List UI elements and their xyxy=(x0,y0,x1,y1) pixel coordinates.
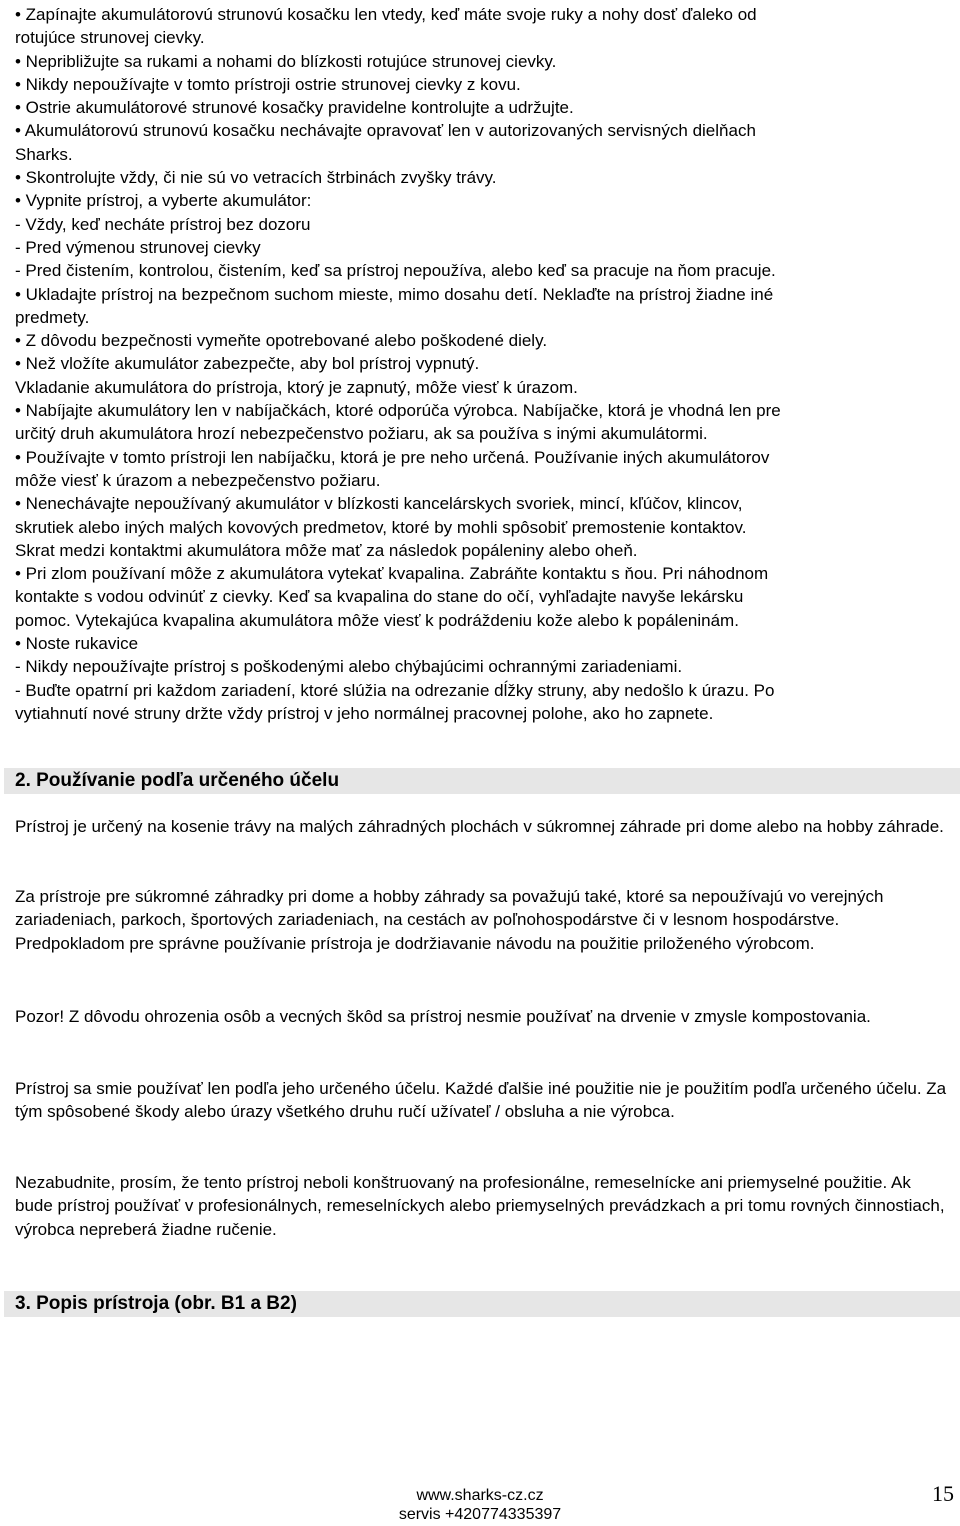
instruction-line: skrutiek alebo iných malých kovových predmetov, ktoré by mohli spôsobiť premostenie kontaktov. xyxy=(15,517,747,537)
page-number: 15 xyxy=(932,1481,954,1506)
instruction-line: vytiahnutí nové struny držte vždy prístroj v jeho normálnej pracovnej polohe, ako ho zapnete. xyxy=(15,703,714,723)
section-3-heading: 3. Popis prístroja (obr. B1 a B2) xyxy=(15,1293,297,1314)
instruction-line: môže viesť k úrazom a nebezpečenstvo požiaru. xyxy=(15,470,381,490)
instruction-line: Sharks. xyxy=(15,144,73,164)
instruction-line: - Buďte opatrní pri každom zariadení, ktoré slúžia na odrezanie dĺžky struny, aby nedošlo k úrazu. Po xyxy=(15,680,775,700)
instruction-line: • Ostrie akumulátorové strunové kosačky pravidelne kontrolujte a udržujte. xyxy=(15,98,574,118)
instruction-line: • Vypnite prístroj, a vyberte akumulátor: xyxy=(15,191,312,211)
instruction-line: • Pri zlom používaní môže z akumulátora vytekať kvapalina. Zabráňte kontaktu s ňou. Pri náhodnom xyxy=(15,564,769,584)
instruction-line: Vkladanie akumulátora do prístroja, ktorý je zapnutý, môže viesť k úrazom. xyxy=(15,377,578,397)
instruction-line: - Nikdy nepoužívajte prístroj s poškodenými alebo chýbajúcimi ochrannými zariadeniami. xyxy=(15,657,683,677)
instruction-line: • Akumulátorovú strunovú kosačku nechávajte opravovať len v autorizovaných servisných dielňach xyxy=(15,121,756,141)
instruction-line: - Vždy, keď necháte prístroj bez dozoru xyxy=(15,214,311,234)
instruction-line: • Z dôvodu bezpečnosti vymeňte opotrebované alebo poškodené diely. xyxy=(15,331,548,351)
instruction-line: pomoc. Vytekajúca kvapalina akumulátora môže viesť k podráždeniu kože alebo k popáleninám. xyxy=(15,610,739,630)
paragraph: Nezabudnite, prosím, že tento prístroj neboli konštruovaný na profesionálne, remeselnícke ani priemyselné použitie. Ak bude prístroj používať v profesionálnych, remeselníckych alebo priemyselných prevádzkach a pri tomu rovných činnostiach, výrobca nepreberá žiadne ručenie. xyxy=(15,1173,945,1239)
footer-service-phone: servis +420774335397 xyxy=(398,1506,562,1523)
safety-instructions xyxy=(15,3,950,725)
instruction-line: rotujúce strunovej cievky. xyxy=(15,28,205,48)
instruction-line: • Než vložíte akumulátor zabezpečte, aby bol prístroj vypnutý. xyxy=(15,354,480,374)
instruction-line: určitý druh akumulátora hrozí nebezpečenstvo požiaru, ak sa používa s inými akumulátormi. xyxy=(15,424,708,444)
footer-website: www.sharks-cz.cz xyxy=(416,1487,544,1504)
paragraph: Za prístroje pre súkromné záhradky pri dome a hobby záhrady sa považujú také, ktoré sa nepoužívajú vo verejných zariadeniach, parkoch, športových zariadeniach, na cestách av poľnohospodárstve či v lesnom hospodárstve. Predpokladom pre správne používanie prístroja je dodržiavanie návodu na použitie priloženého výrobcom. xyxy=(15,887,884,953)
instruction-line: • Nabíjajte akumulátory len v nabíjačkách, ktoré odporúča výrobca. Nabíjačke, ktorá je vhodná len pre xyxy=(15,401,781,421)
instruction-line: • Nenechávajte nepoužívaný akumulátor v blízkosti kancelárskych svoriek, mincí, kľúčov, klincov, xyxy=(15,494,743,514)
instruction-line: • Skontrolujte vždy, či nie sú vo vetracích štrbinách zvyšky trávy. xyxy=(15,168,497,188)
instruction-line: kontakte s vodou odvinúť z cievky. Keď sa kvapalina do stane do očí, vyhľadajte navyše lekársku xyxy=(15,587,744,607)
instruction-line: • Ukladajte prístroj na bezpečnom suchom mieste, mimo dosahu detí. Neklaďte na prístroj žiadne iné xyxy=(15,284,774,304)
instruction-line: Skrat medzi kontaktmi akumulátora môže mať za následok popáleniny alebo oheň. xyxy=(15,540,638,560)
paragraph: Prístroj sa smie používať len podľa jeho určeného účelu. Každé ďalšie iné použitie nie je použitím podľa určeného účelu. Za tým spôsobené škody alebo úrazy všetkého druhu ručí užívateľ / obsluha a nie výrobca. xyxy=(15,1079,947,1122)
instruction-line: predmety. xyxy=(15,307,90,327)
instruction-line: • Noste rukavice xyxy=(15,634,139,654)
paragraph: Pozor! Z dôvodu ohrozenia osôb a vecných škôd sa prístroj nesmie používať na drvenie v zmysle kompostovania. xyxy=(15,1007,871,1026)
section-heading-bar xyxy=(4,768,960,794)
instruction-line: • Nepribližujte sa rukami a nohami do blízkosti rotujúce strunovej cievky. xyxy=(15,51,557,71)
instruction-line: - Pred výmenou strunovej cievky xyxy=(15,237,261,257)
instruction-line: - Pred čistením, kontrolou, čistením, keď sa prístroj nepoužíva, alebo keď sa pracuje na ňom pracuje. xyxy=(15,261,776,281)
instruction-line: • Nikdy nepoužívajte v tomto prístroji ostrie strunovej cievky z kovu. xyxy=(15,74,521,94)
paragraph: Prístroj je určený na kosenie trávy na malých záhradných plochách v súkromnej záhrade pri dome alebo na hobby záhrade. xyxy=(15,817,944,836)
section-heading-bar xyxy=(4,1291,960,1317)
instruction-line: • Zapínajte akumulátorovú strunovú kosačku len vtedy, keď máte svoje ruky a nohy dosť ďaleko od xyxy=(15,5,757,24)
instruction-line: • Používajte v tomto prístroji len nabíjačku, ktorá je pre neho určená. Používanie iných akumulátorov xyxy=(15,447,770,467)
section-2-heading: 2. Používanie podľa určeného účelu xyxy=(15,770,340,791)
